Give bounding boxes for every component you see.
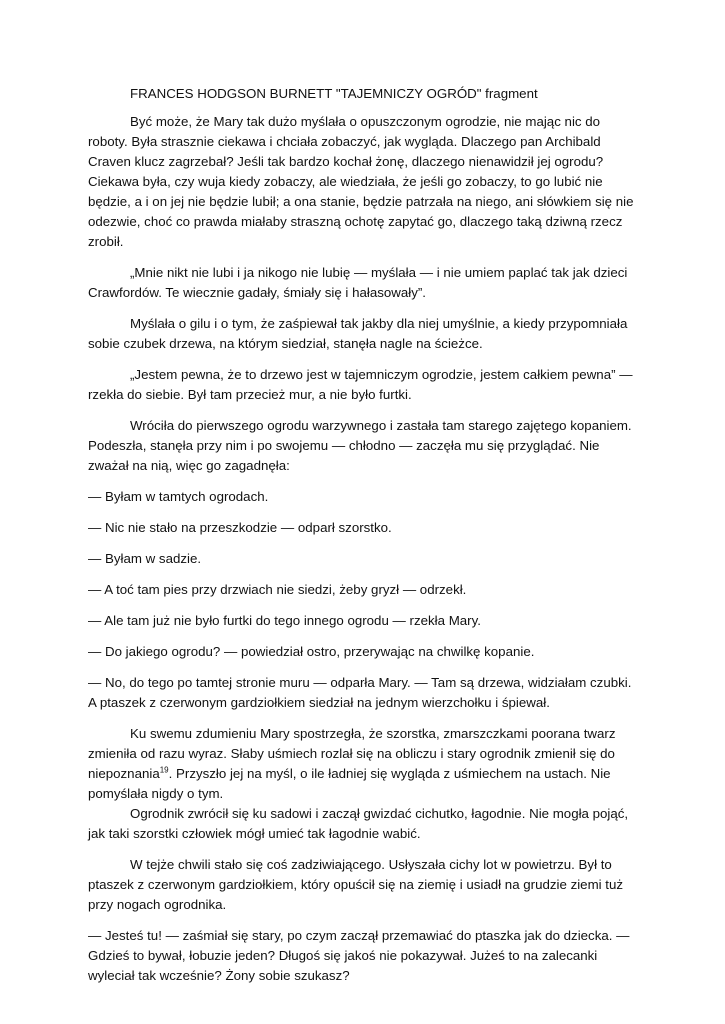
paragraph-1: Być może, że Mary tak dużo myślała o opuszczonym ogrodzie, nie mając nic do roboty. Była strasznie ciekawa i chciała zobaczyć, jak wygląda. Dlaczego pan Archibald Craven klucz zagrzebał? Jeśli tak bardzo kochał żonę, dlaczego nienawidził jej ogrodu? Ciekawa była, czy wuja kiedy zobaczy, ale wiedziała, że jeśli go zobaczy, to go lubić nie będzie, a i on jej nie będzie lubił; a ona stanie, będzie patrzała na niego, ani słówkiem się nie odezwie, choć co prawda miałaby straszną ochotę zapytać go, dlaczego taką dziwną rzecz zrobił. [88,114,634,249]
dialogue-line-2: — Nic nie stało na przeszkodzie — odparł szorstko. [88,520,392,535]
paragraph-6-period: . [168,766,173,781]
document-page [88,84,640,997]
footnote-mark: 19 [159,765,169,775]
dialogue-line-3: — Byłam w sadzie. [88,551,202,566]
paragraph-5: Wróciła do pierwszego ogrodu warzywnego i zastała tam starego zajętego kopaniem. Podeszła, stanęła przy nim i po swojemu — chłodno — zaczęła mu się przyglądać. Nie zważał na nią, więc go zagadnęła: [88,418,632,473]
dialogue-line-1: — Byłam w tamtych ogrodach. [88,489,269,504]
paragraph-6 [88,724,640,804]
paragraph-7: Ogrodnik zwrócił się ku sadowi i zaczął gwizdać cichutko, łagodnie. Nie mogła pojąć, jak taki szorstki człowiek mógł umieć tak łagodnie wabić. [88,806,629,841]
dialogue-line-7: — No, do tego po tamtej stronie muru — odparła Mary. — Tam są drzewa, widziałam czubki. A ptaszek z czerwonym gardziołkiem siedział na jednym wierzchołku i śpiewał. [88,675,632,710]
dialogue-line-8: — Jesteś tu! — zaśmiał się stary, po czym zaczął przemawiać do ptaszka jak do dziecka. — Gdzieś to bywał, łobuzie jeden? Długoś się jakoś nie pokazywał. Jużeś to na zalecanki wyleciał tak wcześnie? Żony sobie szukasz? [88,928,630,983]
dialogue-line-5: — Ale tam już nie było furtki do tego innego ogrodu — rzekła Mary. [88,613,481,628]
paragraph-8: W tejże chwili stało się coś zadziwiającego. Usłyszała cichy lot w powietrzu. Był to ptaszek z czerwonym gardziołkiem, który opuścił się na ziemię i usiadł na grudzie ziemi tuż przy nogach ogrodnika. [88,857,624,912]
dialogue-line-6: — Do jakiego ogrodu? — powiedział ostro, przerywając na chwilkę kopanie. [88,644,535,659]
paragraph-2: „Mnie nikt nie lubi i ja nikogo nie lubię — myślała — i nie umiem paplać tak jak dzieci Crawfordów. Te wiecznie gadały, śmiały się i hałasowały”. [88,265,628,300]
document-title: FRANCES HODGSON BURNETT "TAJEMNICZY OGRÓD" fragment [130,86,538,101]
paragraph-3: Myślała o gilu i o tym, że zaśpiewał tak jakby dla niej umyślnie, a kiedy przypomniała sobie czubek drzewa, na którym siedział, stanęła nagle na ścieżce. [88,316,628,351]
paragraph-6-continued: Przyszło jej na myśl, o ile ładniej się wygląda z uśmiechem na ustach. Nie pomyślała nigdy o tym. [88,766,611,801]
paragraph-4: „Jestem pewna, że to drzewo jest w tajemniczym ogrodzie, jestem całkiem pewna” — rzekła do siebie. Był tam przecież mur, a nie było furtki. [88,367,633,402]
paragraph-6-text: Ku swemu zdumieniu Mary spostrzegła, że szorstka, zmarszczkami poorana twarz zmieniła od razu wyraz. Słaby uśmiech rozlał się na obliczu i stary ogrodnik zmienił się do niepoznania [88,726,616,781]
dialogue-line-4: — A toć tam pies przy drzwiach nie siedzi, żeby gryzł — odrzekł. [88,582,467,597]
